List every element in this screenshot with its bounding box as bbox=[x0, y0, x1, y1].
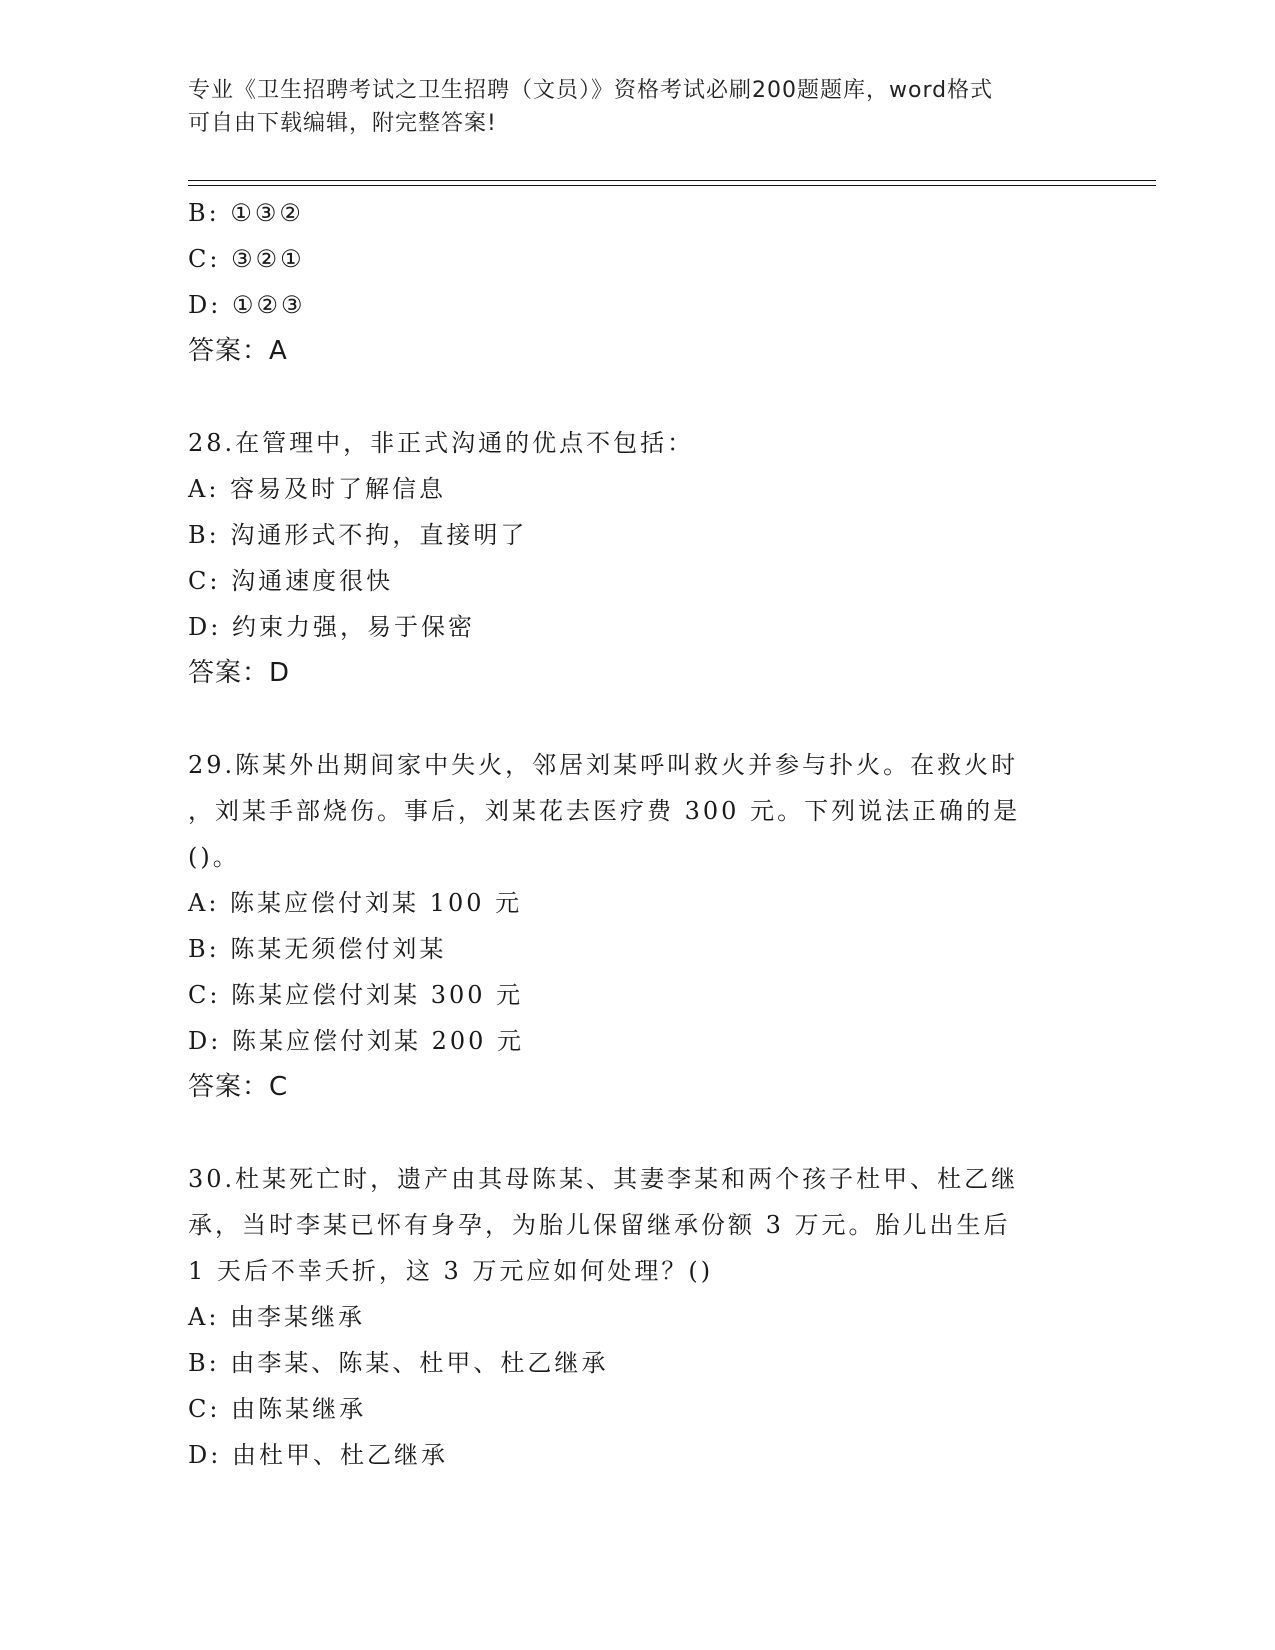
answer-line: 答案：C bbox=[188, 1072, 289, 1102]
option-c: C: 陈某应偿付刘某 300 元 bbox=[188, 981, 524, 1009]
answer-line: 答案：D bbox=[188, 658, 291, 688]
question-28 bbox=[188, 420, 1088, 696]
answer-line: 答案：A bbox=[188, 336, 288, 366]
question-stem-line-3: ()。 bbox=[188, 843, 240, 871]
document-body bbox=[188, 190, 1088, 1478]
option-d: D: 由杜甲、杜乙继承 bbox=[188, 1441, 448, 1469]
question-30 bbox=[188, 1156, 1088, 1478]
question-stem-line-1: 29.陈某外出期间家中失火，邻居刘某呼叫救火并参与扑火。在救火时 bbox=[188, 751, 1019, 779]
header-divider-bottom bbox=[188, 185, 1156, 186]
option-b: B: 由李某、陈某、杜甲、杜乙继承 bbox=[188, 1349, 609, 1377]
question-stem: 28.在管理中，非正式沟通的优点不包括： bbox=[188, 429, 695, 457]
option-a: A: 容易及时了解信息 bbox=[188, 475, 447, 503]
question-stem-line-3: 1 天后不幸夭折，这 3 万元应如何处理？() bbox=[188, 1257, 714, 1285]
option-c: C: 沟通速度很快 bbox=[188, 567, 394, 595]
question-stem-line-2: ，刘某手部烧伤。事后，刘某花去医疗费 300 元。下列说法正确的是 bbox=[188, 797, 1021, 825]
option-b: B: 陈某无须偿付刘某 bbox=[188, 935, 447, 963]
spacer bbox=[188, 374, 1088, 420]
option-c: C: ③②① bbox=[188, 245, 305, 273]
header-divider-top bbox=[188, 180, 1156, 181]
option-a: A: 由李某继承 bbox=[188, 1303, 366, 1331]
option-b: B: ①③② bbox=[188, 199, 304, 227]
option-b: B: 沟通形式不拘，直接明了 bbox=[188, 521, 528, 549]
spacer bbox=[188, 696, 1088, 742]
document-header bbox=[188, 74, 1088, 140]
question-stem-line-1: 30.杜某死亡时，遗产由其母陈某、其妻李某和两个孩子杜甲、杜乙继 bbox=[188, 1165, 1019, 1193]
option-d: D: ①②③ bbox=[188, 291, 306, 319]
header-title-line-2: 可自由下载编辑，附完整答案! bbox=[188, 111, 497, 136]
question-27-tail bbox=[188, 190, 1088, 374]
option-c: C: 由陈某继承 bbox=[188, 1395, 367, 1423]
header-title-line-1: 专业《卫生招聘考试之卫生招聘（文员）》资格考试必刷200题题库，word格式 bbox=[188, 78, 994, 103]
question-29 bbox=[188, 742, 1088, 1110]
option-d: D: 约束力强，易于保密 bbox=[188, 613, 475, 641]
question-stem-line-2: 承，当时李某已怀有身孕，为胎儿保留继承份额 3 万元。胎儿出生后 bbox=[188, 1211, 1011, 1239]
option-d: D: 陈某应偿付刘某 200 元 bbox=[188, 1027, 525, 1055]
spacer bbox=[188, 1110, 1088, 1156]
option-a: A: 陈某应偿付刘某 100 元 bbox=[188, 889, 523, 917]
